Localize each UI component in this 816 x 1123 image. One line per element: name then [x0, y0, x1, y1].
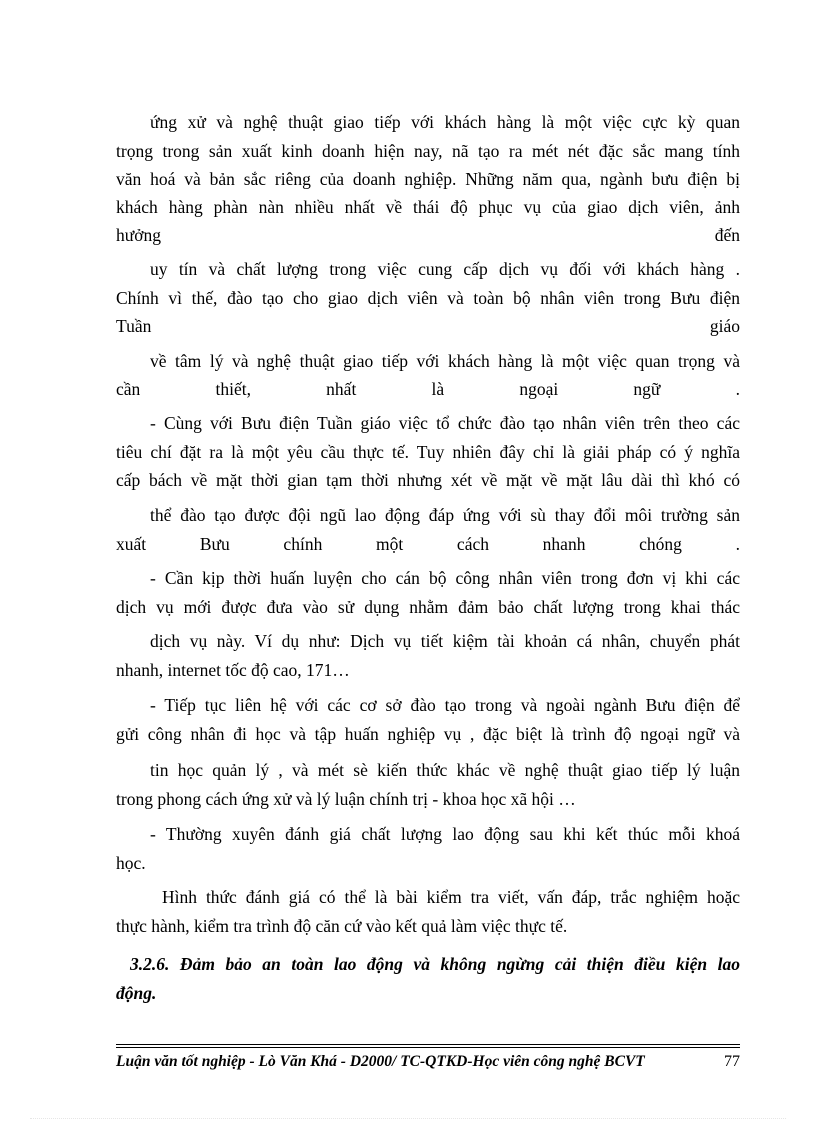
- body-line: trọng trong sản xuất kinh doanh hiện nay, nã tạo ra mét nét đặc sắc mang tính: [116, 141, 740, 161]
- body-line: văn hoá và bản sắc riêng của doanh nghiệp. Những năm qua, ngành bưu điện bị: [116, 169, 740, 189]
- body-line: dịch vụ này. Ví dụ như: Dịch vụ tiết kiệm tài khoản cá nhân, chuyển phát: [150, 631, 740, 651]
- section-heading-continued: động.: [116, 983, 157, 1003]
- footer-rule: [116, 1047, 740, 1048]
- body-line: - Cần kịp thời huấn luyện cho cán bộ công nhân viên trong đơn vị khi các: [150, 568, 740, 588]
- section-heading: 3.2.6. Đảm bảo an toàn lao động và không ngừng cải thiện điều kiện lao: [130, 954, 740, 974]
- body-line: cần thiết, nhất là ngoại ngữ .: [116, 379, 740, 399]
- body-line: nhanh, internet tốc độ cao, 171…: [116, 660, 350, 680]
- page-edge-divider: [30, 1118, 786, 1119]
- body-line: Chính vì thế, đào tạo cho giao dịch viên và toàn bộ nhân viên trong Bưu điện: [116, 288, 740, 308]
- body-line: dịch vụ mới được đưa vào sử dụng nhằm đảm bảo chất lượng trong khai thác: [116, 597, 740, 617]
- body-line: khách hàng phàn nàn nhiều nhất về thái độ phục vụ của giao dịch viên, ảnh: [116, 197, 740, 217]
- body-line: trong phong cách ứng xử và lý luận chính trị - khoa học xã hội …: [116, 789, 576, 809]
- body-line: thực hành, kiểm tra trình độ căn cứ vào kết quả làm việc thực tế.: [116, 916, 568, 936]
- body-line: tiêu chí đặt ra là một yêu cầu thực tế. Tuy nhiên đây chỉ là giải pháp có ý nghĩa: [116, 442, 740, 462]
- body-line: tin học quản lý , và mét sè kiến thức khác về nghệ thuật giao tiếp lý luận: [150, 760, 740, 780]
- body-line: gửi công nhân đi học và tập huấn nghiệp vụ , đặc biệt là trình độ ngoại ngữ và: [116, 724, 740, 744]
- body-line: Tuần giáo: [116, 316, 740, 336]
- body-line: thể đào tạo được đội ngũ lao động đáp ứng với sù thay đổi môi trường sản: [150, 505, 740, 525]
- body-line: - Tiếp tục liên hệ với các cơ sở đào tạo trong và ngoài ngành Bưu điện để: [150, 695, 740, 715]
- body-line: - Cùng với Bưu điện Tuần giáo việc tổ chức đào tạo nhân viên trên theo các: [150, 413, 740, 433]
- body-line: - Thường xuyên đánh giá chất lượng lao động sau khi kết thúc mỗi khoá: [150, 824, 740, 844]
- body-line: xuất Bưu chính một cách nhanh chóng .: [116, 534, 740, 554]
- body-line: cấp bách về mặt thời gian tạm thời nhưng xét về mặt về mặt lâu dài thì khó có: [116, 470, 740, 490]
- footer-text: Luận văn tốt nghiệp - Lò Văn Khá - D2000/ TC-QTKD-Học viên công nghệ BCVT: [116, 1053, 645, 1070]
- body-line: ứng xử và nghệ thuật giao tiếp với khách hàng là một việc cực kỳ quan: [150, 112, 740, 132]
- body-line: Hình thức đánh giá có thể là bài kiểm tra viết, vấn đáp, trắc nghiệm hoặc: [162, 887, 740, 907]
- body-line: hưởng đến: [116, 225, 740, 245]
- body-line: về tâm lý và nghệ thuật giao tiếp với khách hàng là một việc quan trọng và: [150, 351, 740, 371]
- body-line: học.: [116, 853, 146, 873]
- footer-rule: [116, 1044, 740, 1045]
- page-number: 77: [724, 1053, 740, 1070]
- body-line: uy tín và chất lượng trong việc cung cấp dịch vụ đối với khách hàng .: [150, 259, 740, 279]
